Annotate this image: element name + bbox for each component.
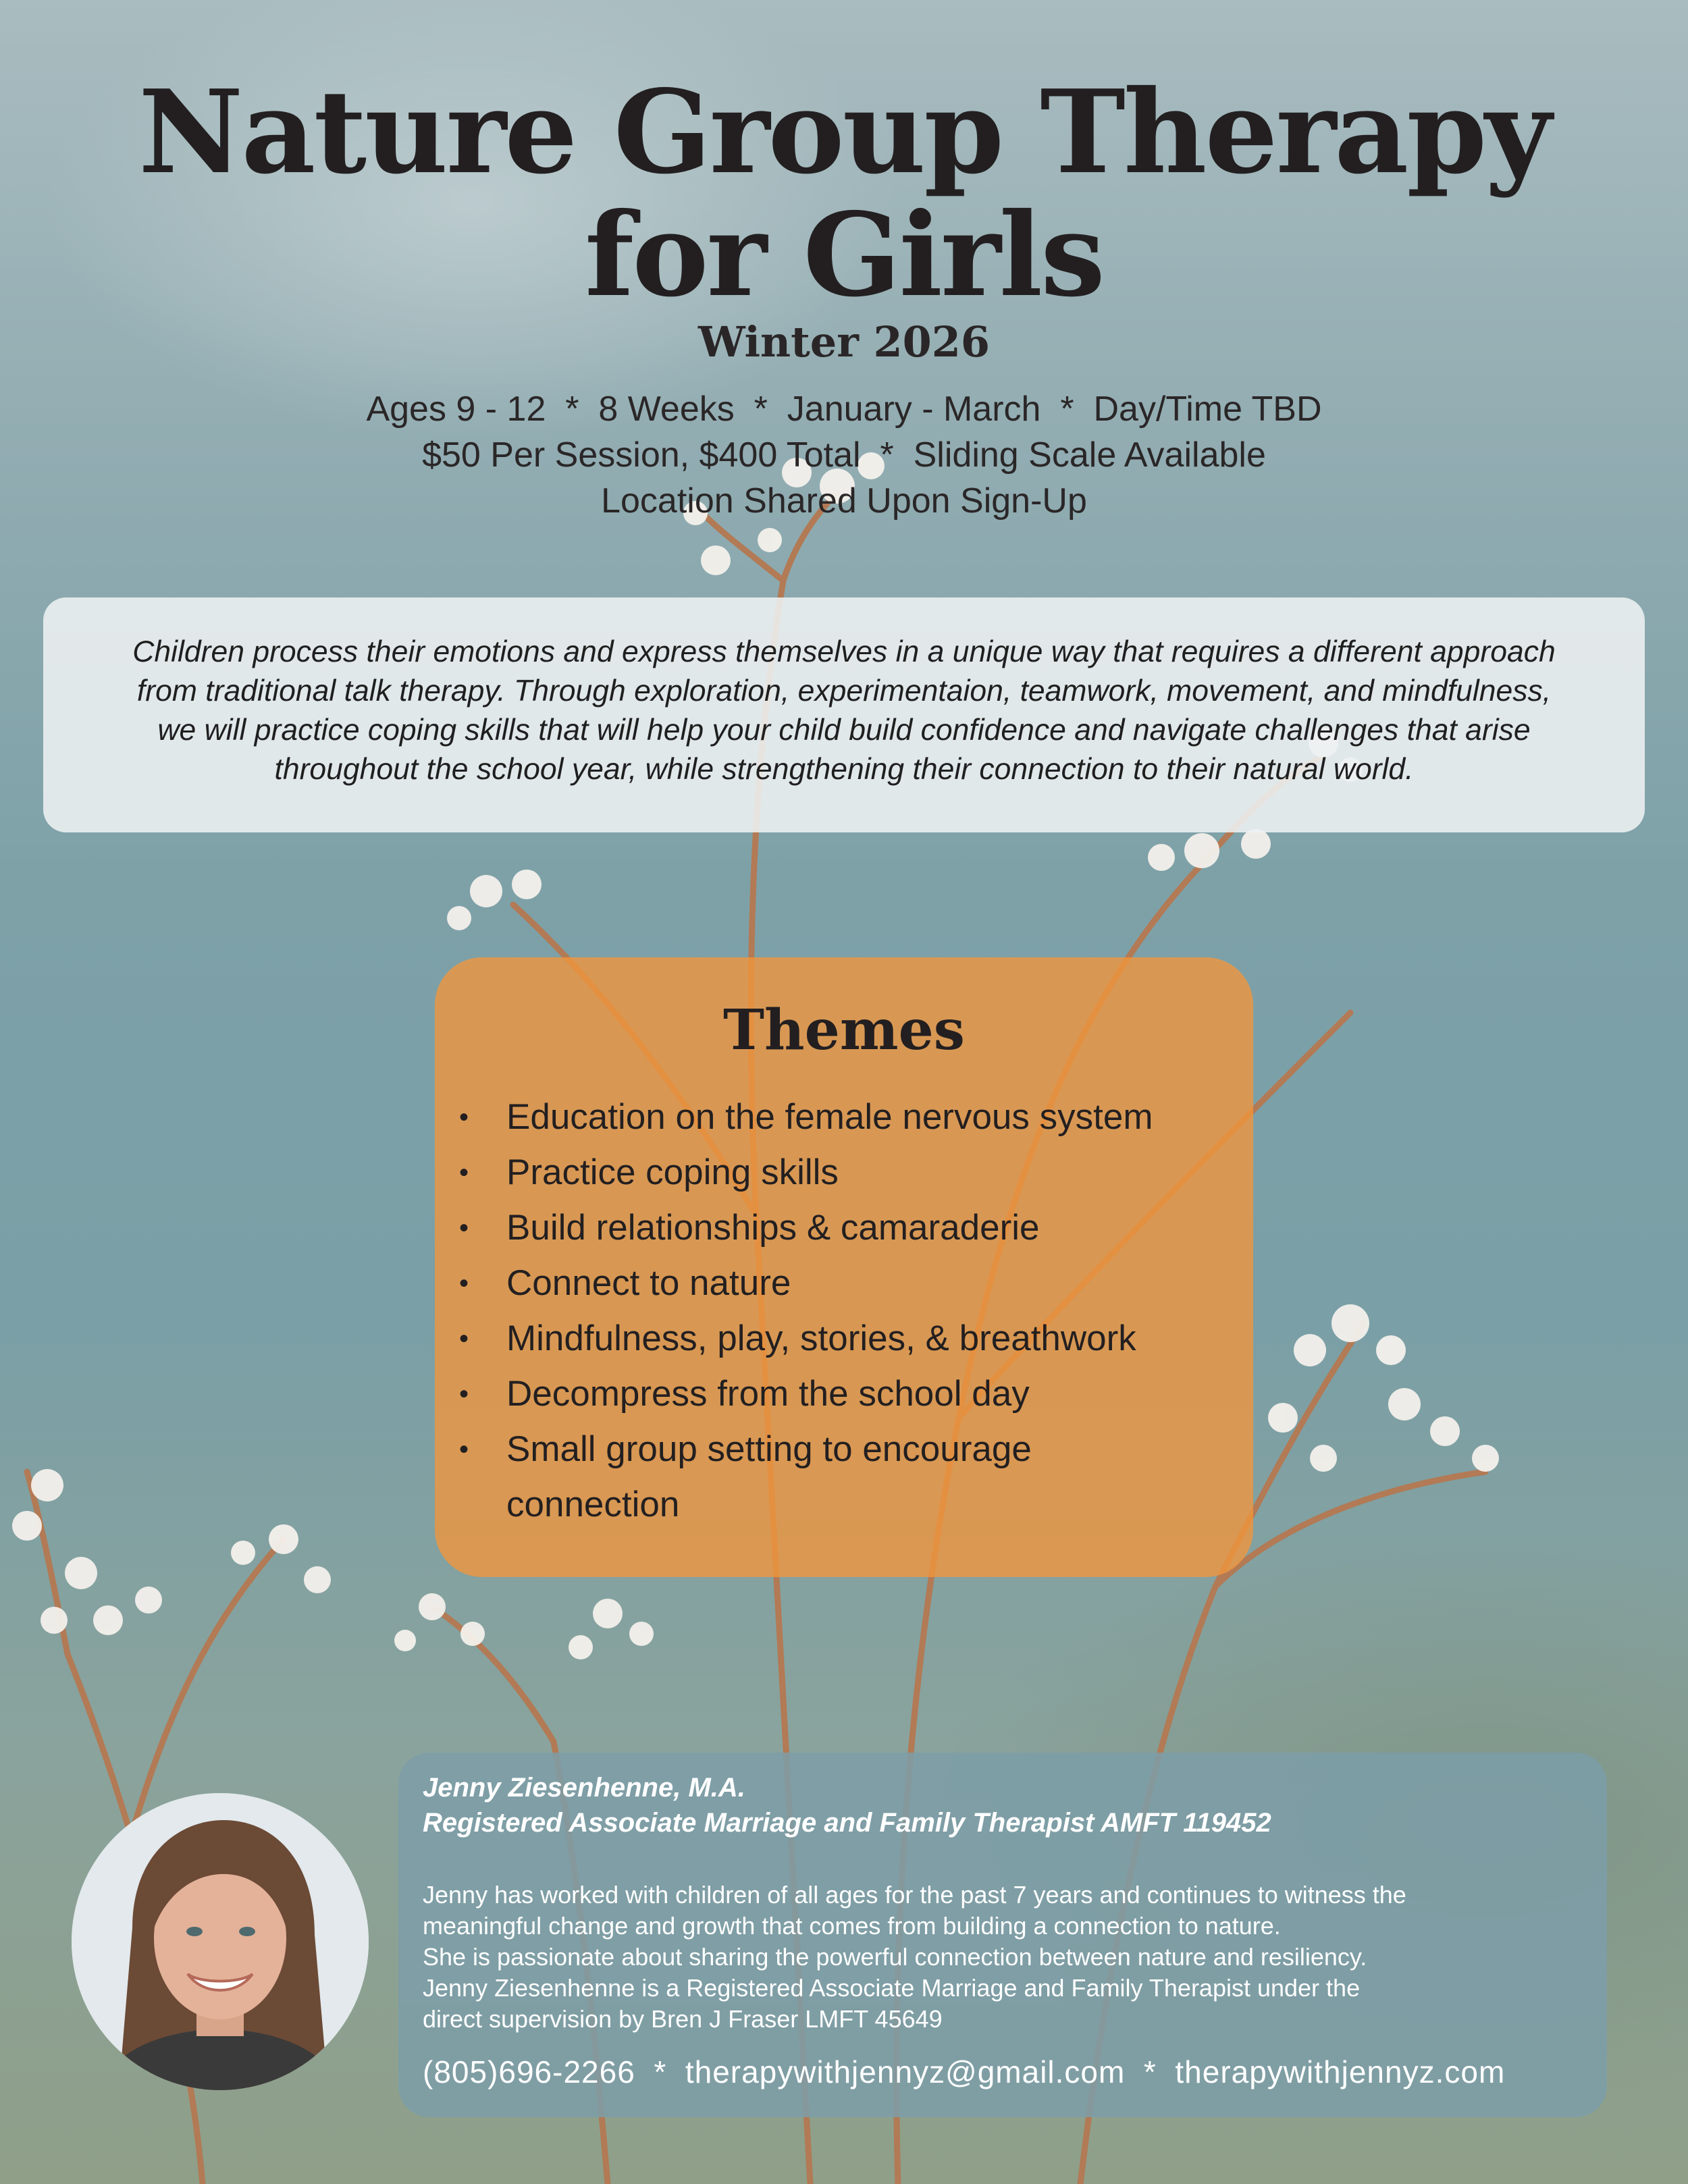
bullet-icon: • bbox=[459, 1213, 469, 1243]
separator: * bbox=[654, 2054, 667, 2089]
bio-line: She is passionate about sharing the powerful connection between nature and resiliency. bbox=[423, 1943, 1367, 1971]
details-line-2: $50 Per Session, $400 Total * Sliding Scale Available bbox=[422, 435, 1266, 475]
bullet-icon: • bbox=[459, 1158, 469, 1188]
therapist-credential: Registered Associate Marriage and Family Therapist AMFT 119452 bbox=[423, 1808, 1271, 1838]
bullet-icon: • bbox=[459, 1324, 469, 1354]
phone-number: (805)696-2266 bbox=[423, 2054, 635, 2089]
intro-description-box bbox=[43, 597, 1645, 832]
therapist-name: Jenny Ziesenhenne, M.A. bbox=[423, 1773, 745, 1803]
bio-line: meaningful change and growth that comes from building a connection to nature. bbox=[423, 1912, 1281, 1940]
theme-item: • Practice coping skills bbox=[506, 1145, 1178, 1200]
season-subtitle: Winter 2026 bbox=[697, 317, 991, 367]
theme-item: • Mindfulness, play, stories, & breathwork bbox=[506, 1311, 1178, 1366]
bullet-icon: • bbox=[459, 1102, 469, 1132]
bio-line: direct supervision by Bren J Fraser LMFT 45649 bbox=[423, 2005, 943, 2033]
portrait-illustration bbox=[72, 1793, 369, 2090]
therapist-bio-text bbox=[423, 1880, 1587, 2035]
intro-line-1: Children process their emotions and express themselves in a unique way that requires a different approach bbox=[132, 635, 1556, 668]
themes-heading: Themes bbox=[723, 998, 965, 1063]
details-line-1: Ages 9 - 12 * 8 Weeks * January - March * Day/Time TBD bbox=[366, 390, 1322, 429]
theme-item: • Connect to nature bbox=[506, 1256, 1178, 1311]
theme-item: • Small group setting to encourage connection bbox=[506, 1422, 1114, 1533]
bullet-icon: • bbox=[459, 1435, 469, 1464]
themes-box bbox=[435, 957, 1253, 1577]
themes-list bbox=[435, 1090, 1178, 1533]
separator: * bbox=[1143, 2054, 1157, 2089]
bullet-icon: • bbox=[459, 1269, 469, 1298]
theme-item: • Education on the female nervous system bbox=[506, 1090, 1178, 1145]
title-line-1: Nature Group Therapy bbox=[138, 65, 1550, 200]
intro-line-3: we will practice coping skills that will help your child build confidence and navigate challenges that arise bbox=[157, 714, 1531, 747]
page-title bbox=[0, 65, 1688, 323]
contact-line bbox=[423, 2054, 1587, 2090]
bio-line: Jenny Ziesenhenne is a Registered Associate Marriage and Family Therapist under the bbox=[423, 1974, 1361, 2002]
title-line-2: for Girls bbox=[585, 188, 1103, 323]
intro-line-2: from traditional talk therapy. Through exploration, experimentaion, teamwork, movement, and mindfulness, bbox=[136, 674, 1552, 708]
intro-line-4: throughout the school year, while strengthening their connection to their natural world. bbox=[274, 753, 1414, 786]
theme-item: • Decompress from the school day bbox=[506, 1366, 1178, 1422]
therapist-bio-box bbox=[398, 1753, 1607, 2117]
website-link[interactable]: therapywithjennyz.com bbox=[1175, 2054, 1506, 2089]
bullet-icon: • bbox=[459, 1379, 469, 1409]
program-details bbox=[0, 386, 1688, 524]
therapist-avatar bbox=[72, 1793, 369, 2090]
theme-item: • Build relationships & camaraderie bbox=[506, 1200, 1178, 1256]
email-link[interactable]: therapywithjennyz@gmail.com bbox=[685, 2054, 1126, 2089]
bio-line: Jenny has worked with children of all ages for the past 7 years and continues to witness the bbox=[423, 1881, 1406, 1909]
details-line-3: Location Shared Upon Sign-Up bbox=[601, 481, 1087, 521]
